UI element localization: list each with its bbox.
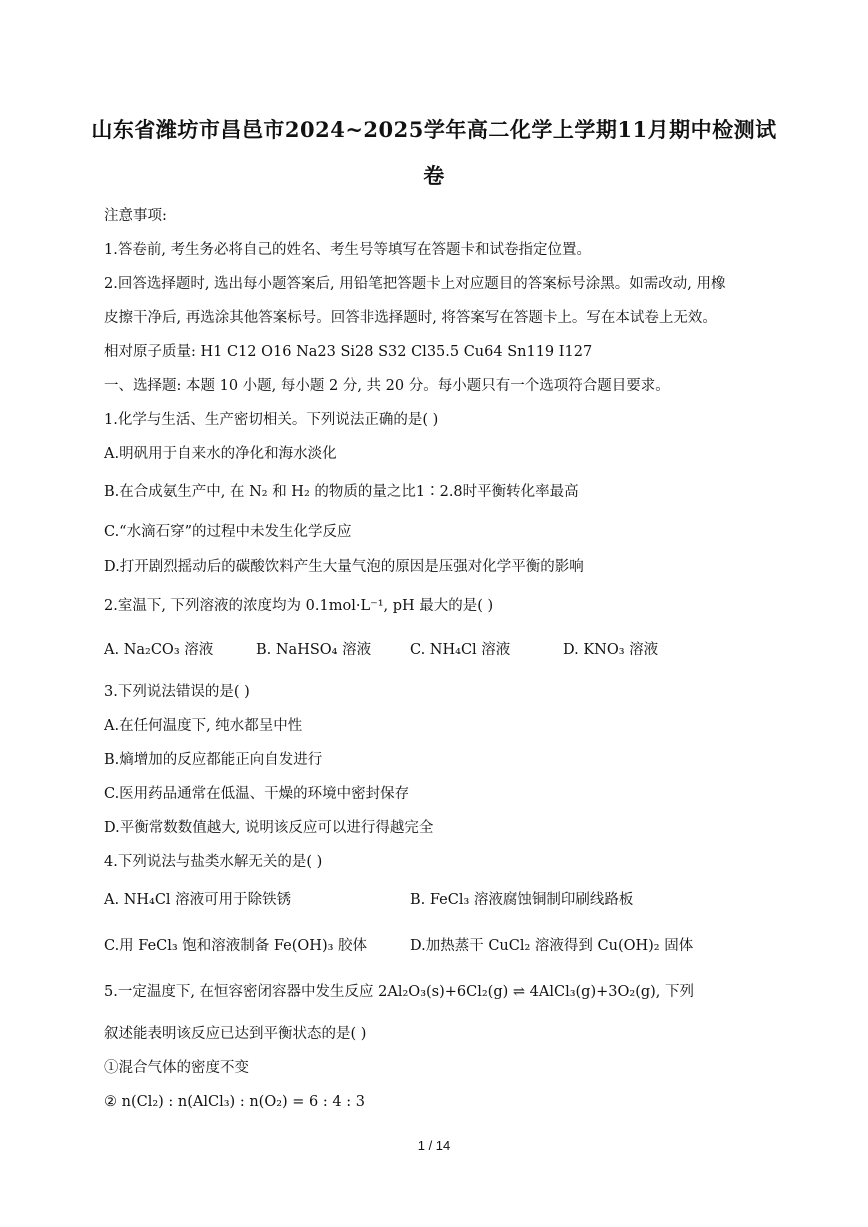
atomic-masses: 相对原子质量: H1 C12 O16 Na23 Si28 S32 Cl35.5 Cu64 Sn119 I127 (104, 344, 593, 360)
question-5-stem-b: 叙述能表明该反应已达到平衡状态的是( ) (104, 1026, 367, 1042)
question-1-option-d: D.打开剧烈摇动后的碳酸饮料产生大量气泡的原因是压强对化学平衡的影响 (104, 559, 584, 575)
question-1-option-c: C.“水滴石穿”的过程中未发生化学反应 (104, 524, 352, 540)
question-2-option-a: A. Na₂CO₃ 溶液 (104, 642, 214, 658)
question-2-option-d: D. KNO₃ 溶液 (563, 642, 659, 658)
question-5-statement-2: ② n(Cl₂) : n(AlCl₃) : n(O₂) = 6 : 4 : 3 (104, 1094, 365, 1110)
question-2-option-b: B. NaHSO₄ 溶液 (256, 642, 372, 658)
section-heading: 一、选择题: 本题 10 小题, 每小题 2 分, 共 20 分。每小题只有一个选项符合题目要求。 (104, 378, 670, 394)
notice-heading: 注意事项: (104, 208, 167, 224)
question-4-option-b: B. FeCl₃ 溶液腐蚀铜制印刷线路板 (410, 892, 634, 908)
question-2-option-c: C. NH₄Cl 溶液 (410, 642, 511, 658)
question-3-option-b: B.熵增加的反应都能正向自发进行 (104, 752, 323, 768)
exam-title-line1: 山东省潍坊市昌邑市2024~2025学年高二化学上学期11月期中检测试 (91, 117, 777, 142)
question-5-stem-a: 5.一定温度下, 在恒容密闭容器中发生反应 2Al₂O₃(s)+6Cl₂(g) ⇌ 4AlCl₃(g)+3O₂(g), 下列 (104, 984, 695, 1000)
question-1-option-a: A.明矾用于自来水的净化和海水淡化 (104, 446, 337, 462)
page-number: 1 / 14 (417, 1138, 451, 1153)
question-3-stem: 3.下列说法错误的是( ) (104, 684, 250, 700)
notice-item-1: 1.答卷前, 考生务必将自己的姓名、考生号等填写在答题卡和试卷指定位置。 (104, 242, 592, 258)
question-3-option-a: A.在任何温度下, 纯水都呈中性 (104, 718, 303, 734)
question-3-option-c: C.医用药品通常在低温、干燥的环境中密封保存 (104, 786, 410, 802)
question-5-statement-1: ①混合气体的密度不变 (104, 1060, 249, 1076)
question-4-stem: 4.下列说法与盐类水解无关的是( ) (104, 854, 323, 870)
question-2-stem: 2.室温下, 下列溶液的浓度均为 0.1mol·L⁻¹, pH 最大的是( ) (104, 598, 494, 614)
question-4-option-a: A. NH₄Cl 溶液可用于除铁锈 (104, 892, 292, 908)
question-1-option-b: B.在合成氨生产中, 在 N₂ 和 H₂ 的物质的量之比1∶2.8时平衡转化率最高 (104, 484, 579, 500)
question-3-option-d: D.平衡常数数值越大, 说明该反应可以进行得越完全 (104, 820, 434, 836)
question-4-option-d: D.加热蒸干 CuCl₂ 溶液得到 Cu(OH)₂ 固体 (410, 938, 694, 954)
question-1-stem: 1.化学与生活、生产密切相关。下列说法正确的是( ) (104, 412, 439, 428)
exam-title-line2: 卷 (423, 163, 445, 188)
question-4-option-c: C.用 FeCl₃ 饱和溶液制备 Fe(OH)₃ 胶体 (104, 938, 368, 954)
notice-item-2a: 2.回答选择题时, 选出每小题答案后, 用铅笔把答题卡上对应题目的答案标号涂黑。如需改动, 用橡 (104, 276, 726, 292)
notice-item-2b: 皮擦干净后, 再选涂其他答案标号。回答非选择题时, 将答案写在答题卡上。写在本试卷上无效。 (104, 310, 717, 326)
